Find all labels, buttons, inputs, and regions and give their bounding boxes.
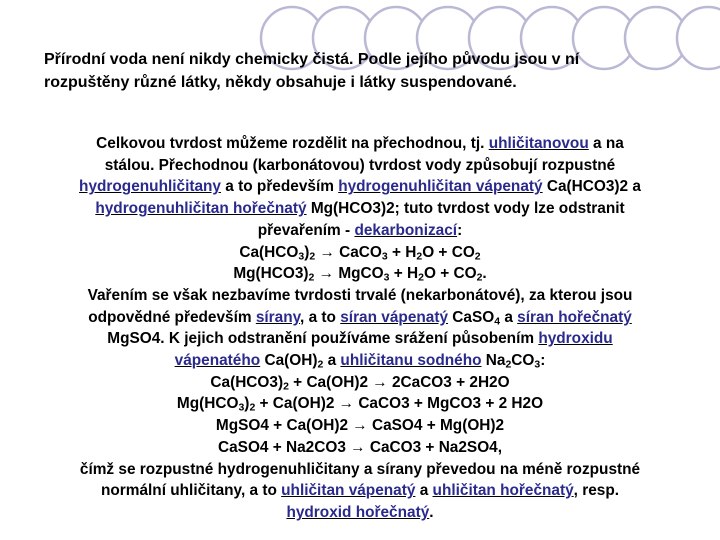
text-fragment: .: [429, 503, 434, 521]
text-fragment: Celkovou tvrdost můžeme rozdělit na přechodnou, tj.: [96, 135, 489, 152]
link-uhlicitan-vapenaty[interactable]: uhličitan vápenatý: [281, 482, 416, 500]
eq-subscript: 2: [416, 251, 423, 263]
text-fragment: CO: [511, 352, 535, 370]
text-fragment: a: [323, 352, 341, 370]
link-hydrogenuhlicitan-vapenaty[interactable]: hydrogenuhličitan vápenatý: [338, 178, 543, 196]
text-line: [14, 350, 706, 372]
link-vapenateho[interactable]: vápenatého: [174, 352, 261, 370]
text-line: [14, 176, 706, 198]
text-line: čímž se rozpustné hydrogenuhličitany a sírany převedou na méně rozpustné: [79, 460, 641, 478]
equation-3: [14, 372, 706, 394]
text-fragment: :: [540, 352, 546, 370]
main-text: [14, 133, 706, 524]
eq-part: Ca(HCO3): [210, 373, 284, 391]
text-line: [14, 307, 706, 329]
text-line: [14, 502, 706, 524]
eq-part: Mg(HCO3): [233, 265, 309, 283]
intro-paragraph: [44, 48, 684, 94]
link-hydroxid-horecnaty[interactable]: hydroxid hořečnatý: [286, 503, 430, 521]
eq-subscript: 2: [308, 272, 315, 284]
text-line: [14, 133, 706, 155]
eq-part: Ca(HCO: [239, 243, 299, 261]
equation-5: MgSO4 + Ca(OH)2 → CaSO4 + Mg(OH)2: [215, 417, 505, 435]
text-fragment: Mg(HCO3)2; tuto tvrdost vody lze odstranit: [306, 200, 625, 218]
subscript: 3: [534, 359, 541, 371]
text-fragment: a na: [588, 135, 624, 152]
text-fragment: , a to: [300, 308, 341, 326]
eq-subscript: 2: [309, 251, 316, 263]
equation-2: [14, 263, 706, 285]
text-fragment: a: [415, 482, 433, 500]
eq-part: + H: [387, 243, 417, 261]
text-fragment: CaSO: [448, 308, 495, 326]
intro-line: rozpuštěny různé látky, někdy obsahuje i látky suspendované.: [44, 74, 517, 91]
equation-4: [14, 393, 706, 415]
text-line: [14, 328, 706, 350]
subscript: 2: [505, 359, 512, 371]
text-fragment: Na: [481, 352, 506, 370]
link-uhlicitanu-sodneho[interactable]: uhličitanu sodného: [340, 352, 482, 370]
eq-part: + Ca(OH)2 → 2CaCO3 + 2H2O: [288, 373, 510, 391]
text-fragment: normální uhličitany, a to: [100, 482, 282, 500]
eq-part: ): [304, 243, 310, 261]
link-hydrogenuhlicitan-horecnaty[interactable]: hydrogenuhličitan hořečnatý: [95, 200, 307, 218]
text-fragment: MgSO4. K jejich odstranění používáme srážení působením: [107, 330, 539, 348]
text-fragment: , resp.: [573, 482, 619, 500]
eq-subscript: 3: [383, 272, 390, 284]
eq-part: → CaCO: [315, 243, 382, 261]
link-siran-vapenaty[interactable]: síran vápenatý: [340, 308, 449, 326]
link-hydroxidu[interactable]: hydroxidu: [538, 330, 613, 348]
eq-subscript: 2: [418, 272, 424, 284]
eq-subscript: 3: [298, 251, 305, 263]
link-hydrogenuhlicitany[interactable]: hydrogenuhličitany: [79, 178, 221, 196]
eq-part: .: [482, 265, 487, 283]
link-siran-horecnaty[interactable]: síran hořečnatý: [517, 308, 632, 326]
text-line: stálou. Přechodnou (karbonátovou) tvrdost vody způsobují rozpustné: [104, 156, 616, 174]
eq-part: → MgCO: [314, 265, 384, 283]
text-fragment: :: [457, 221, 463, 239]
text-fragment: odpovědné především: [88, 308, 256, 326]
text-fragment: a: [500, 308, 518, 326]
eq-part: + Ca(OH)2 → CaCO3 + MgCO3 + 2 H2O: [255, 395, 544, 413]
text-line: [14, 480, 706, 502]
eq-subscript: 2: [249, 403, 256, 415]
text-line: Vařením se však nezbavíme tvrdosti trvalé (nekarbonátové), za kterou jsou: [87, 286, 633, 304]
eq-subscript: 3: [381, 251, 388, 263]
eq-subscript: 2: [474, 251, 481, 263]
link-dekarbonizaci[interactable]: dekarbonizací: [354, 221, 458, 239]
subscript: 4: [494, 316, 501, 328]
eq-part: ): [244, 395, 250, 413]
intro-line: Přírodní voda není nikdy chemicky čistá. Podle jejího původu jsou v ní: [44, 51, 580, 68]
equation-1: [14, 242, 706, 264]
eq-subscript: 2: [476, 272, 483, 284]
eq-subscript: 2: [283, 381, 289, 393]
eq-part: O + CO: [422, 243, 475, 261]
eq-part: Mg(HCO: [176, 395, 239, 413]
text-fragment: převařením -: [257, 221, 355, 239]
link-uhlicitanovou[interactable]: uhličitanovou: [488, 135, 589, 152]
subscript: 2: [317, 359, 324, 371]
text-fragment: Ca(OH): [260, 352, 318, 370]
text-line: [14, 220, 706, 242]
link-uhlicitan-horecnaty[interactable]: uhličitan hořečnatý: [432, 482, 574, 500]
link-sirany[interactable]: sírany: [255, 308, 301, 326]
eq-part: + H: [389, 265, 419, 283]
equation-6: CaSO4 + Na2CO3 → CaCO3 + Na2SO4,: [218, 438, 502, 456]
text-fragment: a to především: [221, 178, 339, 196]
text-line: [14, 198, 706, 220]
text-fragment: Ca(HCO3)2 a: [542, 178, 641, 196]
eq-part: O + CO: [423, 265, 477, 283]
eq-subscript: 3: [238, 403, 245, 415]
